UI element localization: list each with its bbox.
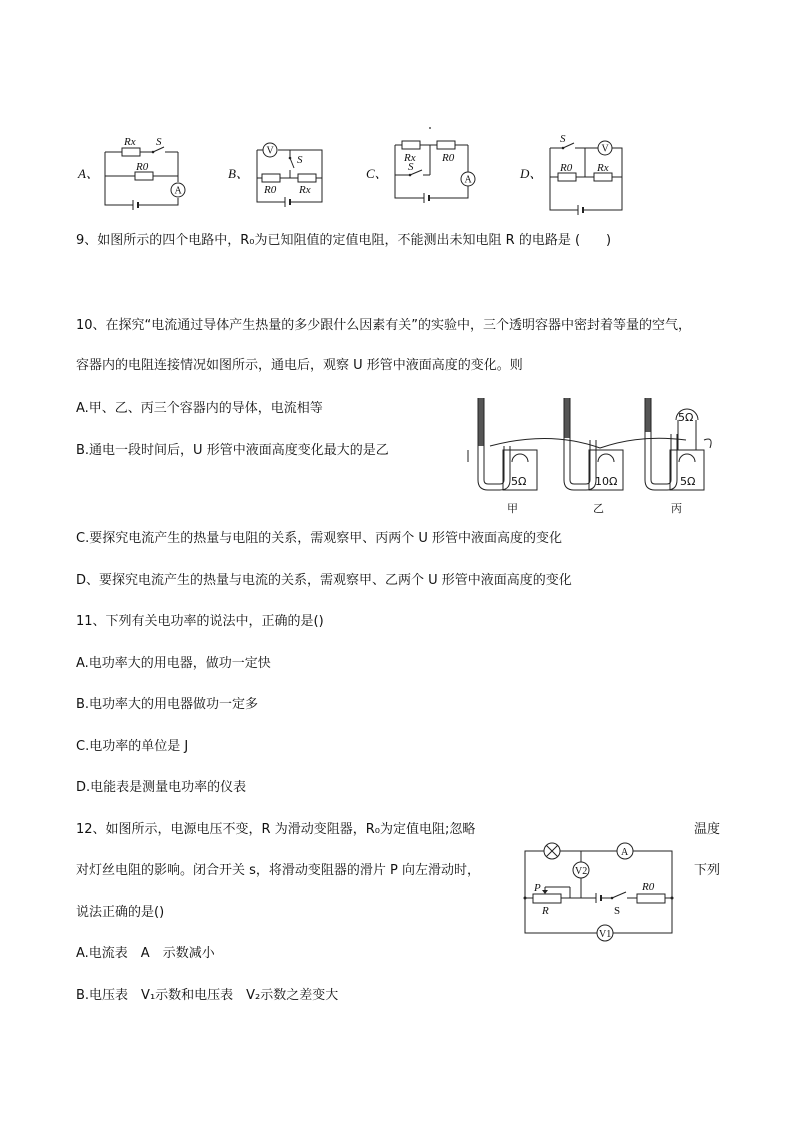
q12-option-b[interactable]: B.电压表 V₁示数和电压表 V₂示数之差变大 — [76, 988, 339, 1003]
svg-text:S: S — [560, 133, 566, 145]
q12-question-line-2a: 对灯丝电阻的影响。闭合开关 s，将滑动变阻器的滑片 P 向左滑动时， — [76, 863, 481, 878]
q11-option-c[interactable]: C.电功率的单位是 J — [76, 739, 189, 754]
svg-text:S: S — [297, 154, 303, 166]
circuit-d-option-label: D、 — [520, 166, 543, 181]
svg-text:乙: 乙 — [593, 502, 604, 515]
q9-question-text: 9、如图所示的四个电路中，R₀为已知阻值的定值电阻，不能测出未知电阻 R 的电路是 ( ) — [76, 233, 612, 248]
svg-text:R0: R0 — [642, 881, 655, 893]
svg-text:S: S — [408, 161, 414, 173]
q12-option-a[interactable]: A.电流表 A 示数减小 — [76, 946, 215, 961]
svg-text:V2: V2 — [575, 866, 588, 877]
svg-text:丙: 丙 — [671, 502, 682, 515]
svg-text:Rx: Rx — [124, 136, 136, 148]
q12-rheostat — [533, 894, 561, 903]
svg-text:A: A — [621, 847, 629, 858]
svg-text:Rx: Rx — [404, 152, 416, 164]
svg-text:R0: R0 — [442, 152, 455, 164]
svg-text:5Ω: 5Ω — [678, 411, 694, 424]
q10-option-d[interactable]: D、要探究电流产生的热量与电流的关系，需观察甲、乙两个 U 形管中液面高度的变化 — [76, 573, 572, 588]
q11-option-b[interactable]: B.电功率大的用电器做功一定多 — [76, 697, 259, 712]
svg-text:R: R — [542, 905, 549, 917]
svg-text:R0: R0 — [136, 161, 149, 173]
q10-option-a[interactable]: A.甲、乙、丙三个容器内的导体，电流相等 — [76, 401, 323, 416]
q12-question-line-3: 说法正确的是() — [76, 905, 165, 920]
svg-text:R0: R0 — [264, 184, 277, 196]
q10-option-c[interactable]: C.要探究电流产生的热量与电阻的关系，需观察甲、丙两个 U 形管中液面高度的变化 — [76, 531, 562, 546]
circuit-a-option-label: A、 — [78, 166, 99, 181]
q10-question-line-2: 容器内的电阻连接情况如图所示，通电后，观察 U 形管中液面高度的变化。则 — [76, 358, 523, 373]
q11-option-d[interactable]: D.电能表是测量电功率的仪表 — [76, 780, 247, 795]
q11-question-stem: 11、下列有关电功率的说法中，正确的是() — [76, 614, 324, 629]
q10-option-b[interactable]: B.通电一段时间后，U 形管中液面高度变化最大的是乙 — [76, 443, 389, 458]
q10-question-line-1: 10、在探究“电流通过导体产生热量的多少跟什么因素有关”的实验中，三个透明容器中密封着等量的空气， — [76, 318, 692, 333]
svg-text:甲: 甲 — [507, 502, 518, 515]
q12-switch — [612, 892, 626, 898]
svg-text:A: A — [464, 174, 472, 186]
svg-text:5Ω: 5Ω — [680, 475, 696, 488]
svg-text:A: A — [174, 185, 182, 197]
svg-text:Rx: Rx — [597, 162, 609, 174]
q12-question-line-1a: 12、如图所示，电源电压不变，R 为滑动变阻器，R₀为定值电阻;忽略 — [76, 822, 476, 837]
circuit-c-option-label: C、 — [366, 166, 388, 181]
svg-text:S: S — [614, 905, 621, 917]
svg-text:V1: V1 — [599, 929, 612, 940]
q12-r0-resistor — [637, 894, 665, 903]
svg-text:10Ω: 10Ω — [595, 475, 618, 488]
svg-text:V: V — [601, 143, 609, 155]
svg-text:P: P — [534, 882, 541, 894]
svg-text:Rx: Rx — [299, 184, 311, 196]
svg-text:5Ω: 5Ω — [511, 475, 527, 488]
svg-text:S: S — [156, 136, 162, 148]
circuit-b-option-label: B、 — [228, 166, 249, 181]
q11-option-a[interactable]: A.电功率大的用电器，做功一定快 — [76, 656, 271, 671]
q12-question-line-1b: 温度 — [694, 822, 721, 837]
q12-question-line-2b: 下列 — [694, 863, 721, 878]
svg-text:R0: R0 — [560, 162, 573, 174]
svg-text:V: V — [266, 145, 274, 157]
